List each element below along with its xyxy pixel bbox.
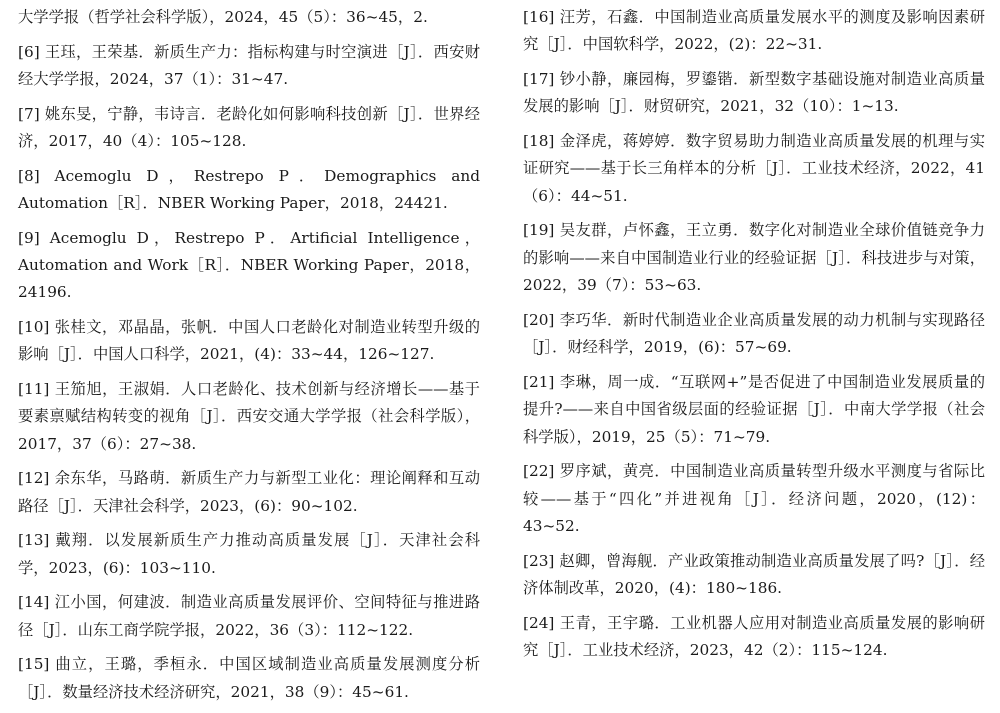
reference-text: 张桂文，邓晶晶，张帆．中国人口老龄化对制造业转型升级的影响［J］．中国人口科学，2021，(4)：33~44，126~127. [18,318,480,364]
reference-text: 钞小静，廉园梅，罗鎏锴．新型数字基础设施对制造业高质量发展的影响［J］．财贸研究，2021，32（10）：1~13. [523,70,985,116]
reference-number: [7] [18,104,40,123]
reference-number: [16] [523,8,555,26]
reference-entry-7 [18,101,480,156]
reference-text: 罗序斌，黄亮．中国制造业高质量转型升级水平测度与省际比较——基于“四化”并进视角［J］．经济问题，2020，(12)：43~52. [523,462,985,536]
reference-entry-9 [18,225,480,307]
reference-number: [18] [523,132,555,150]
reference-entry-continued [18,4,480,31]
reference-entry-13 [18,527,480,582]
reference-entry-16 [523,4,985,59]
reference-text: 曲立，王璐，季桓永．中国区域制造业高质量发展测度分析［J］．数量经济技术经济研究，2021，38（9）：45~61. [18,655,480,701]
reference-entry-6 [18,39,480,94]
reference-column-left [18,4,480,713]
reference-entry-8 [18,163,480,218]
reference-text: 王青，王宇璐．工业机器人应用对制造业高质量发展的影响研究［J］．工业技术经济，2023，42（2）：115~124. [523,613,985,660]
reference-entry-21 [523,369,985,451]
reference-text: 汪芳，石鑫．中国制造业高质量发展水平的测度及影响因素研究［J］．中国软科学，2022，(2)：22~31. [523,8,985,54]
reference-entry-10 [18,314,480,369]
reference-text: 姚东旻，宁静，韦诗言．老龄化如何影响科技创新［J］．世界经济，2017，40（4）：105~128. [18,104,480,150]
reference-number: [17] [523,70,555,88]
reference-number: [19] [523,221,555,240]
reference-text: 大学学报（哲学社会科学版），2024，45（5）：36~45，2. [18,8,428,26]
reference-number: [21] [523,372,555,391]
reference-entry-17 [523,66,985,121]
reference-text: Acemoglu D，Restrepo P．Artificial Intelligence，Automation and Work［R］．NBER Working Paper，2018，24196. [18,228,480,302]
reference-number: [11] [18,380,50,398]
reference-entry-24 [523,610,985,665]
reference-text: 余东华，马路萌．新质生产力与新型工业化：理论阐释和互动路径［J］．天津社会科学，2023，(6)：90~102. [18,469,480,515]
reference-number: [22] [523,462,555,481]
reference-number: [9] [18,228,40,247]
reference-number: [24] [523,613,555,632]
reference-number: [14] [18,593,50,612]
reference-text: 王珏，王荣基．新质生产力：指标构建与时空演进［J］．西安财经大学学报，2024，37（1）：31~47. [18,42,480,88]
reference-number: [8] [18,166,40,185]
reference-entry-11 [18,376,480,458]
reference-text: 赵卿，曾海舰．产业政策推动制造业高质量发展了吗?［J］．经济体制改革，2020，(4)：180~186. [523,551,985,598]
reference-text: 李琳，周一成．“互联网+”是否促进了中国制造业发展质量的提升?——来自中国省级层面的经验证据［J］．中南大学学报（社会科学版），2019，25（5）：71~79. [523,372,985,446]
reference-entry-15 [18,651,480,706]
reference-number: [13] [18,531,50,550]
reference-text: 戴翔．以发展新质生产力推动高质量发展［J］．天津社会科学，2023，(6)：103~110. [18,531,480,577]
reference-column-right [523,4,985,672]
reference-number: [15] [18,655,50,674]
reference-entry-22 [523,458,985,540]
reference-text: Acemoglu D，Restrepo P．Demographics and Automation［R］．NBER Working Paper，2018，24421. [18,166,480,212]
reference-text: 江小国，何建波．制造业高质量发展评价、空间特征与推进路径［J］．山东工商学院学报，2022，36（3）：112~122. [18,593,480,639]
reference-entry-12 [18,465,480,520]
reference-number: [12] [18,469,50,488]
reference-text: 李巧华．新时代制造业企业高质量发展的动力机制与实现路径［J］．财经科学，2019，(6)：57~69. [523,310,985,357]
reference-number: [10] [18,318,50,336]
reference-text: 吴友群，卢怀鑫，王立勇．数字化对制造业全球价值链竞争力的影响——来自中国制造业行业的经验证据［J］．科技进步与对策，2022，39（7）：53~63. [523,221,985,295]
reference-entry-19 [523,217,985,299]
reference-entry-18 [523,128,985,210]
reference-text: 王笳旭，王淑娟．人口老龄化、技术创新与经济增长——基于要素禀赋结构转变的视角［J］．西安交通大学学报（社会科学版），2017，37（6）：27~38. [18,380,480,453]
reference-number: [6] [18,42,40,61]
reference-number: [23] [523,551,555,570]
reference-entry-23 [523,548,985,603]
reference-number: [20] [523,310,555,329]
reference-entry-20 [523,307,985,362]
reference-text: 金泽虎，蒋婷婷．数字贸易助力制造业高质量发展的机理与实证研究——基于长三角样本的分析［J］．工业技术经济，2022，41（6）：44~51. [523,132,985,205]
reference-entry-14 [18,589,480,644]
